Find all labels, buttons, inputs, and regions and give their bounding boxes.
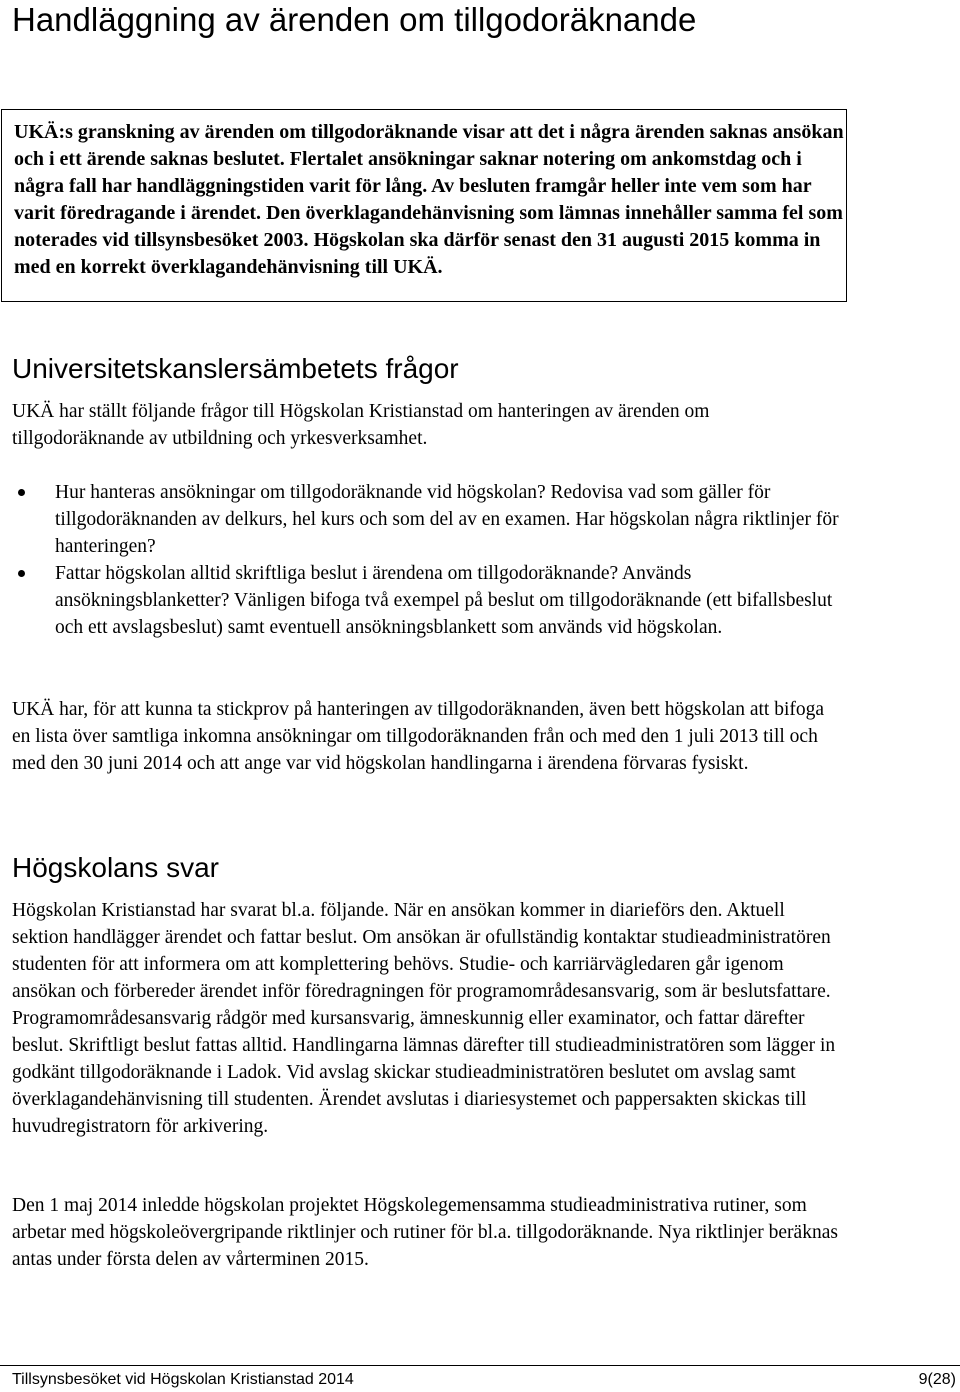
summary-box bbox=[1, 109, 847, 302]
bullet-icon bbox=[18, 570, 25, 577]
questions-heading: Universitetskanslersämbetets frågor bbox=[12, 353, 459, 384]
answer-paragraph: Högskolan Kristianstad har svarat bl.a. följande. När en ansökan kommer in diarieförs den. Aktuell sektion handlägger ärendet och fattar beslut. Om ansökan är ofullständig kontaktar studieadministratören studenten för att informera om att komplettering behövs. Studie- och karriärvägledaren går igenom ansökan och förbereder ärendet inför föredragningen för programområdesansvarig, som är beslutsfattare. Programområdesansvarig rådgör med kursansvarig, ämneskunnig eller examinator, och fattar därefter beslut. Skriftligt beslut fattas alltid. Handlingarna lämnas därefter till studieadministratören som lägger in godkänt tillgodoräknande i Ladok. Vid avslag skickar studieadministratören beslutet om avslag samt överklagandehänvisning till studenten. Ärendet avslutas i diariesystemet och pappersakten skickas till huvudregistratorn för arkivering. bbox=[12, 900, 836, 1137]
page-number: 9(28) bbox=[918, 1371, 956, 1388]
footer-document-title: Tillsynsbesöket vid Högskolan Kristianstad 2014 bbox=[12, 1371, 354, 1388]
question-text: Fattar högskolan alltid skriftliga beslut i ärendena om tillgodoräknande? Används ansökningsblanketter? Vänligen bifoga två exempel på beslut om tillgodoräknande (ett bifallsbeslut och ett avslagsbeslut) samt eventuell ansökningsblankett som används vid högskolan. bbox=[55, 563, 833, 638]
page-title: Handläggning av ärenden om tillgodoräknande bbox=[12, 1, 697, 38]
stickprov-paragraph: UKÄ har, för att kunna ta stickprov på hanteringen av tillgodoräknanden, även bett högskolan att bifoga en lista över samtliga inkomna ansökningar om tillgodoräknanden från och med den 1 juli 2013 till och med den 30 juni 2014 och att ange var vid högskolan handlingarna i ärendena förvaras fysiskt. bbox=[12, 699, 825, 774]
list-item bbox=[12, 560, 842, 641]
list-item bbox=[12, 479, 842, 560]
questions-intro: UKÄ har ställt följande frågor till Högskolan Kristianstad om hanteringen av ärenden om tillgodoräknande av utbildning och yrkesverksamhet. bbox=[12, 401, 710, 449]
question-text: Hur hanteras ansökningar om tillgodoräknande vid högskolan? Redovisa vad som gäller för tillgodoräknanden av delkurs, hel kurs och som del av en examen. Har högskolan några riktlinjer för hanteringen? bbox=[55, 482, 839, 557]
summary-text: UKÄ:s granskning av ärenden om tillgodoräknande visar att det i några ärenden saknas ansökan och i ett ärende saknas beslutet. Flertalet ansökningar saknar notering om ankomstdag och i några fall har handläggningstiden varit för lång. Av besluten framgår heller inte vem som har varit föredragande i ärendet. Den överklagandehänvisning som lämnas innehåller samma fel som noterades vid tillsynsbesöket 2003. Högskolan ska därför senast den 31 augusti 2015 komma in med en korrekt överklagandehänvisning till UKÄ. bbox=[14, 121, 844, 278]
bullet-icon bbox=[18, 489, 25, 496]
footer-divider bbox=[0, 1365, 960, 1366]
question-list bbox=[12, 479, 842, 641]
answer-heading: Högskolans svar bbox=[12, 852, 219, 883]
answer-paragraph: Den 1 maj 2014 inledde högskolan projektet Högskolegemensamma studieadministrativa rutiner, som arbetar med högskoleövergripande riktlinjer och rutiner för bl.a. tillgodoräknande. Nya riktlinjer beräknas antas under första delen av vårterminen 2015. bbox=[12, 1195, 838, 1270]
